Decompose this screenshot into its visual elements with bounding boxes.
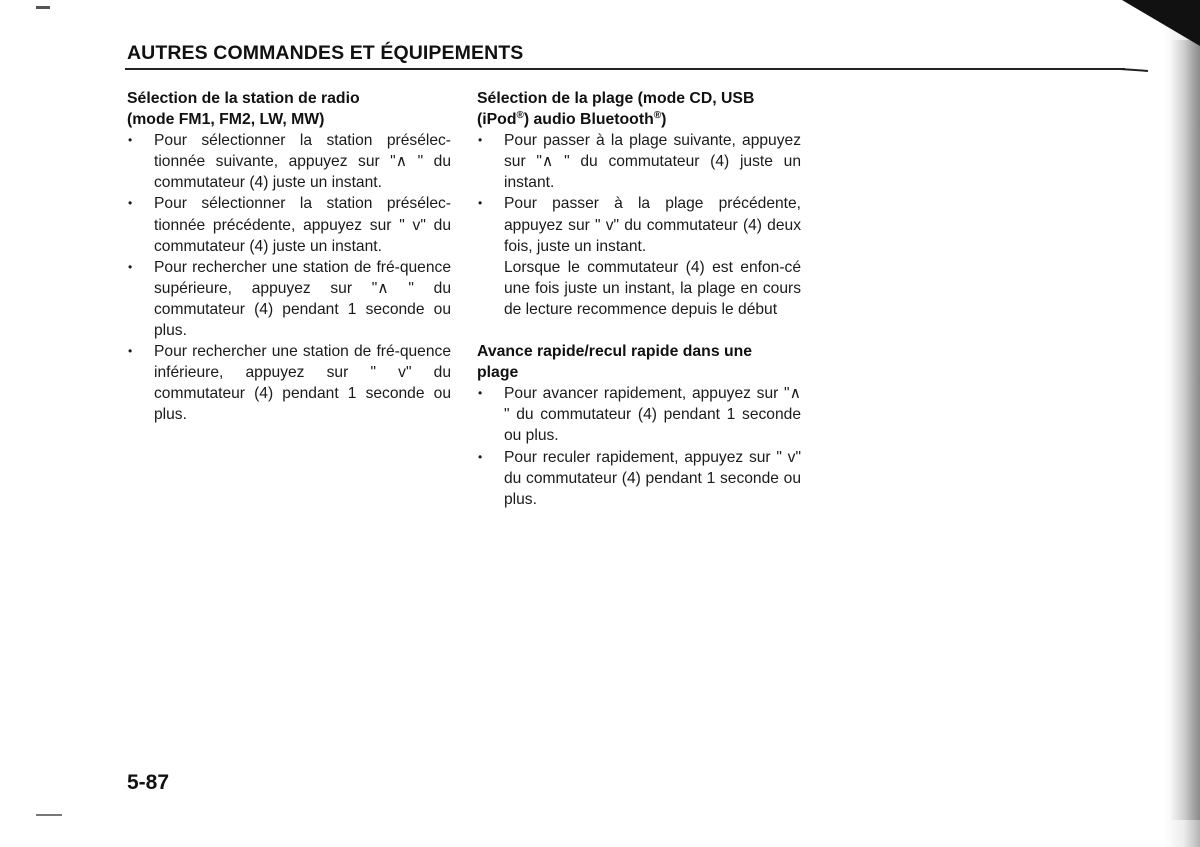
heading-line: Sélection de la station de radio xyxy=(127,90,360,107)
continuation-paragraph: Lorsque le commutateur (4) est enfon-cé une fois juste un instant, la plage en cours de lecture recommence depuis le début xyxy=(504,258,801,318)
heading-line: Avance rapide/recul rapide dans une xyxy=(477,343,753,361)
list-item: • Pour reculer rapidement, appuyez sur " v" du commutateur (4) pendant 1 seconde ou plus. xyxy=(477,447,801,510)
heading-text: ) xyxy=(661,111,667,129)
list-item: • Pour rechercher une station de fré-quence inférieure, appuyez sur " v" du commutateur (4) pendant 1 seconde ou plus. xyxy=(127,341,451,425)
page-corner-curl xyxy=(1122,0,1200,46)
fast-forward-instructions-list xyxy=(477,383,801,510)
list-item: • Pour passer à la plage suivante, appuyez sur "∧ " du commutateur (4) juste un instant. xyxy=(477,130,801,193)
right-column xyxy=(477,88,801,510)
section-heading-fast-forward xyxy=(477,341,801,383)
list-item: • Pour sélectionner la station présélec-tionnée précédente, appuyez sur " v" du commutateur (4) juste un instant. xyxy=(127,193,451,256)
section-gap xyxy=(477,320,801,341)
page-number: 5-87 xyxy=(127,771,170,794)
page-edge-shadow xyxy=(1170,40,1200,820)
list-item: • Pour sélectionner la station présélec-tionnée suivante, appuyez sur "∧ " du commutateur (4) juste un instant. xyxy=(127,130,451,193)
list-item: • Pour avancer rapidement, appuyez sur "∧ " du commutateur (4) pendant 1 seconde ou plus. xyxy=(477,383,801,446)
track-instructions-list xyxy=(477,130,801,257)
scan-artifact-top xyxy=(36,6,50,9)
registered-mark: ® xyxy=(516,110,524,122)
radio-instructions-list xyxy=(127,130,451,425)
list-item: • Pour passer à la plage précédente, appuyez sur " v" du commutateur (4) deux fois, juste un instant. xyxy=(477,193,801,256)
scan-artifact-bottom xyxy=(36,814,62,816)
heading-text: (iPod xyxy=(477,111,517,129)
left-column xyxy=(127,88,451,426)
heading-line: plage xyxy=(477,364,519,382)
section-heading-track xyxy=(477,88,801,130)
title-rule-tail xyxy=(1120,68,1148,72)
title-rule xyxy=(125,68,1125,70)
chapter-title: AUTRES COMMANDES ET ÉQUIPEMENTS xyxy=(127,42,524,64)
registered-mark: ® xyxy=(653,110,662,122)
heading-line: (mode FM1, FM2, LW, MW) xyxy=(127,111,325,129)
list-item: • Pour rechercher une station de fré-quence supérieure, appuyez sur "∧ " du commutateur (4) pendant 1 seconde ou plus. xyxy=(127,257,451,341)
heading-line: Sélection de la plage (mode CD, USB xyxy=(477,90,755,107)
section-heading-radio xyxy=(127,88,451,130)
heading-text: ) audio Bluetooth xyxy=(523,111,654,129)
